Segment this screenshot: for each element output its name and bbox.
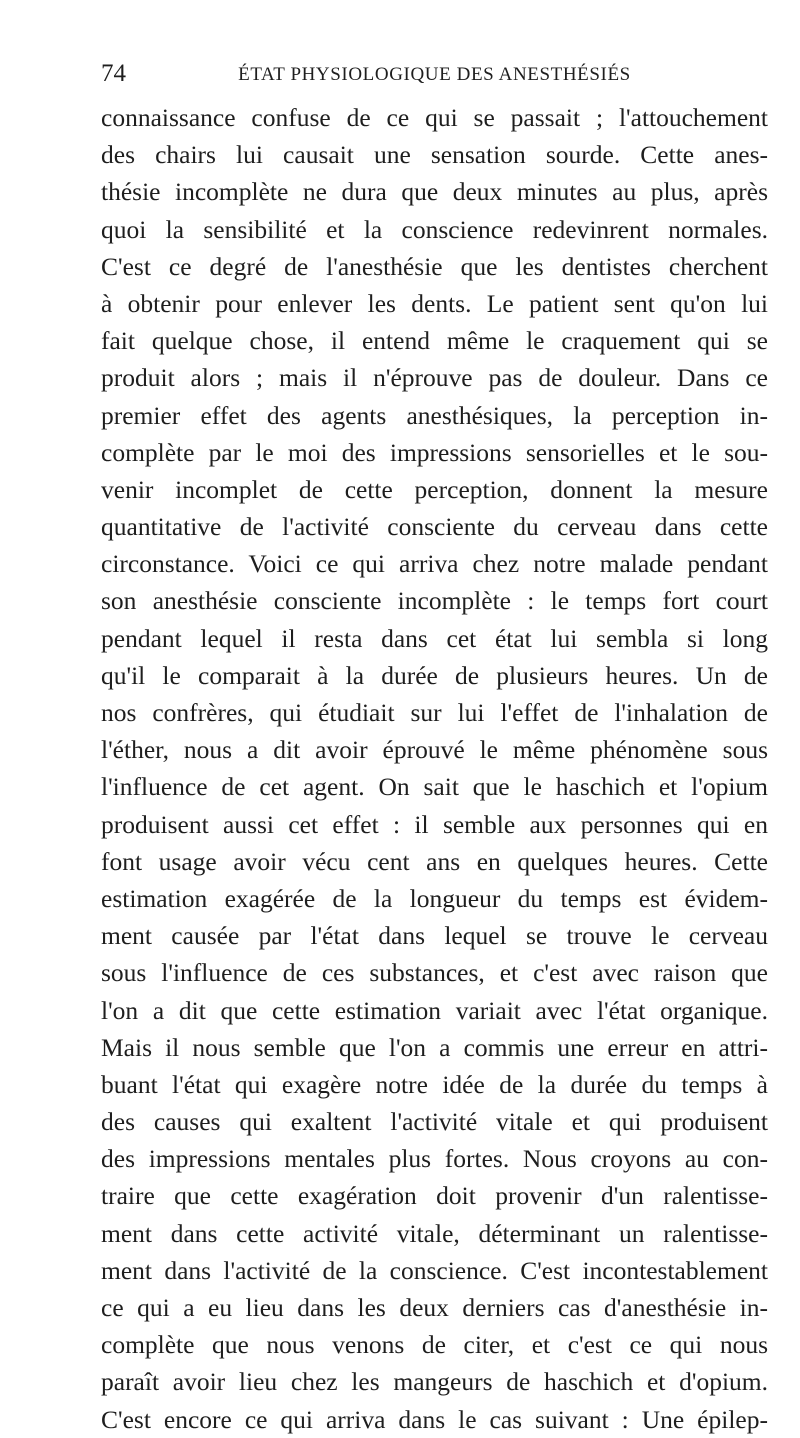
text-line: à obtenir pour enlever les dents. Le patient sent qu'on lui	[101, 288, 768, 318]
page-number: 74	[101, 60, 126, 87]
text-line: qu'il le comparait à la durée de plusieurs heures. Un de	[101, 660, 768, 690]
text-line: traire que cette exagération doit provenir d'un ralentisse-	[101, 1181, 768, 1211]
text-line: complète que nous venons de citer, et c'est ce qui nous	[101, 1330, 768, 1360]
text-line: sous l'influence de ces substances, et c'est avec raison que	[101, 958, 768, 988]
text-line: des impressions mentales plus fortes. Nous croyons au con-	[101, 1144, 768, 1174]
text-line: Mais il nous semble que l'on a commis une erreur en attri-	[101, 1032, 768, 1062]
running-head	[101, 60, 768, 88]
text-line: paraît avoir lieu chez les mangeurs de haschich et d'opium.	[101, 1367, 768, 1397]
text-line: font usage avoir vécu cent ans en quelques heures. Cette	[101, 846, 768, 876]
text-line: nos confrères, qui étudiait sur lui l'effet de l'inhalation de	[101, 698, 768, 727]
text-line: ment causée par l'état dans lequel se trouve le cerveau	[101, 921, 768, 951]
text-line: l'influence de cet agent. On sait que le haschich et l'opium	[101, 772, 768, 802]
text-line: quantitative de l'activité consciente du cerveau dans cette	[101, 512, 768, 542]
text-line: C'est ce degré de l'anesthésie que les dentistes cherchent	[101, 251, 768, 281]
text-line: quoi la sensibilité et la conscience redevinrent normales.	[101, 214, 768, 244]
text-line: des causes qui exaltent l'activité vitale et qui produisent	[101, 1107, 768, 1137]
running-title: ÉTAT PHYSIOLOGIQUE DES ANESTHÉSIÉS	[238, 64, 631, 85]
text-line: pendant lequel il resta dans cet état lui sembla si long	[101, 623, 768, 653]
text-line: produit alors ; mais il n'éprouve pas de douleur. Dans ce	[101, 363, 768, 393]
text-line: C'est encore ce qui arriva dans le cas suivant : Une épilep-	[101, 1404, 768, 1434]
text-line: l'éther, nous a dit avoir éprouvé le même phénomène sous	[101, 735, 768, 765]
text-line: estimation exagérée de la longueur du temps est évidem-	[101, 883, 768, 913]
text-line: l'on a dit que cette estimation variait avec l'état organique.	[101, 995, 768, 1025]
text-line: produisent aussi cet effet : il semble aux personnes qui en	[101, 809, 768, 839]
text-line: complète par le moi des impressions sensorielles et le sou-	[101, 437, 768, 467]
text-line: circonstance. Voici ce qui arriva chez notre malade pendant	[101, 549, 768, 579]
text-line: buant l'état qui exagère notre idée de la durée du temps à	[101, 1069, 768, 1099]
text-line: premier effet des agents anesthésiques, la perception in-	[101, 400, 768, 430]
text-line: connaissance confuse de ce qui se passait ; l'attouchement	[101, 103, 768, 132]
text-line: thésie incomplète ne dura que deux minutes au plus, après	[101, 177, 768, 207]
text-line: fait quelque chose, il entend même le craquement qui se	[101, 326, 768, 356]
text-line: ment dans l'activité de la conscience. C'est incontestablement	[101, 1255, 768, 1285]
text-line: ment dans cette activité vitale, déterminant un ralentisse-	[101, 1218, 768, 1248]
text-line: son anesthésie consciente incomplète : le temps fort court	[101, 586, 768, 616]
body-text	[101, 99, 768, 1438]
text-line: ce qui a eu lieu dans les deux derniers cas d'anesthésie in-	[101, 1293, 768, 1322]
text-line: des chairs lui causait une sensation sourde. Cette anes-	[101, 140, 768, 170]
text-line: venir incomplet de cette perception, donnent la mesure	[101, 474, 768, 504]
